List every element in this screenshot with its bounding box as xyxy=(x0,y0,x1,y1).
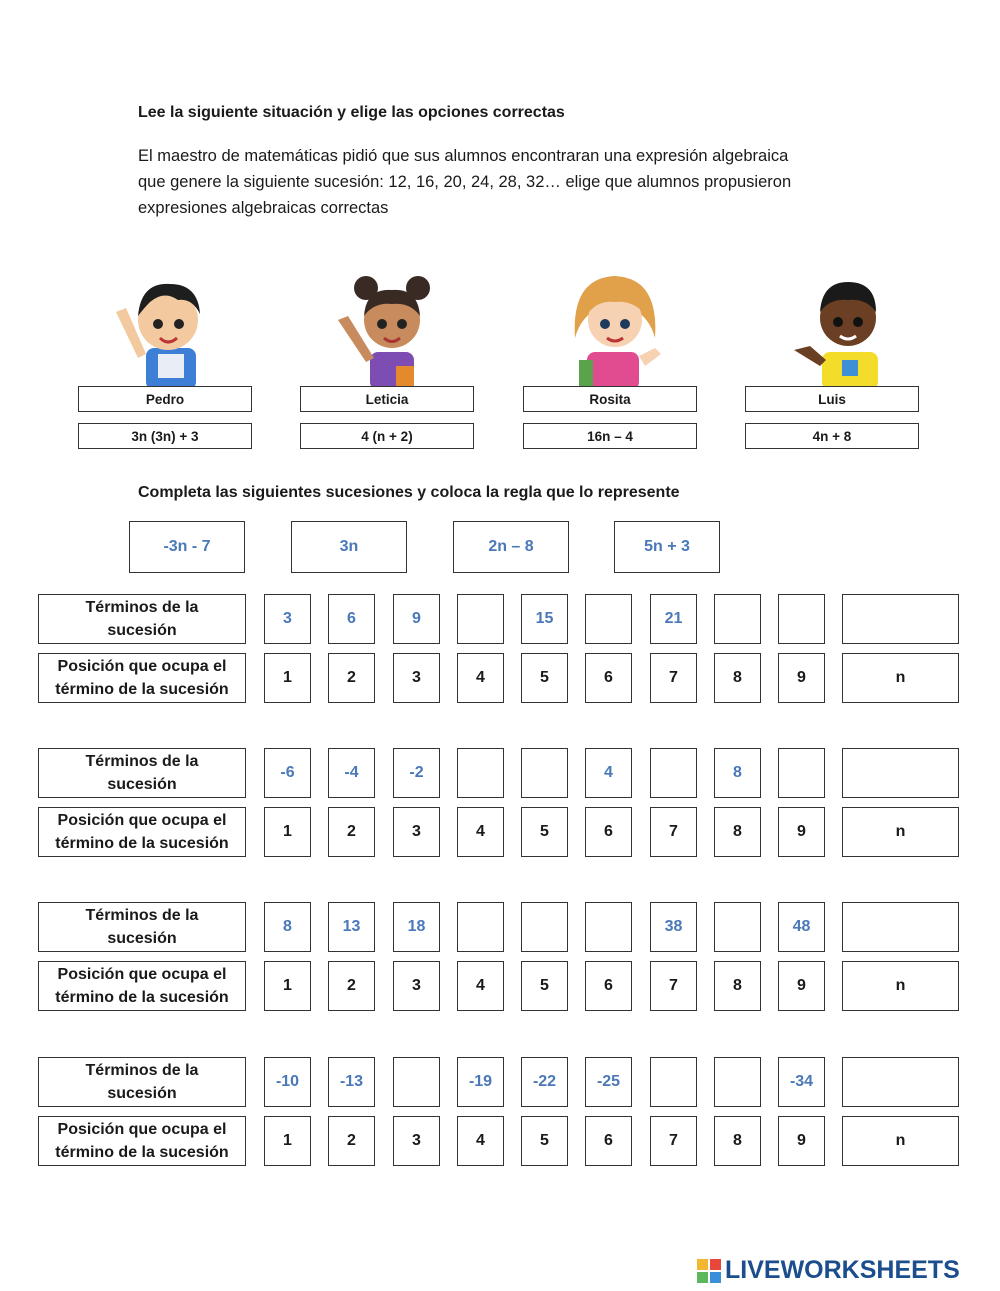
position-cell: 3 xyxy=(393,1116,440,1166)
position-cell: 9 xyxy=(778,653,825,703)
rule-option-4[interactable]: 5n + 3 xyxy=(614,521,720,573)
label-line: término de la sucesión xyxy=(55,989,229,1006)
term-input-cell[interactable] xyxy=(521,748,568,798)
terms-row-label xyxy=(38,902,246,952)
logo-text: LIVEWORKSHEETS xyxy=(725,1256,960,1284)
term-cell: 4 xyxy=(585,748,632,798)
label-line: sucesión xyxy=(107,1085,177,1102)
term-cell: -19 xyxy=(457,1057,504,1107)
expression-option-rosita[interactable]: 16n – 4 xyxy=(523,423,697,449)
term-input-cell[interactable] xyxy=(393,1057,440,1107)
student-name-rosita: Rosita xyxy=(523,386,697,412)
label-line: Posición que ocupa el xyxy=(57,1121,227,1138)
term-cell: 38 xyxy=(650,902,697,952)
label-line: Términos de la xyxy=(85,1062,199,1079)
student-name-pedro: Pedro xyxy=(78,386,252,412)
position-row-label xyxy=(38,1116,246,1166)
logo-square xyxy=(710,1272,721,1283)
logo-square xyxy=(697,1259,708,1270)
rule-option-1[interactable]: -3n - 7 xyxy=(129,521,245,573)
paragraph-line: expresiones algebraicas correctas xyxy=(138,199,389,217)
position-cell: 6 xyxy=(585,653,632,703)
problem-statement xyxy=(138,143,858,221)
term-cell: -25 xyxy=(585,1057,632,1107)
term-input-cell[interactable] xyxy=(650,748,697,798)
position-cell: 2 xyxy=(328,653,375,703)
label-line: sucesión xyxy=(107,930,177,947)
liveworksheets-logo xyxy=(697,1256,960,1285)
label-line: término de la sucesión xyxy=(55,681,229,698)
term-cell: 3 xyxy=(264,594,311,644)
position-cell: 3 xyxy=(393,653,440,703)
position-cell: 5 xyxy=(521,807,568,857)
term-cell: -4 xyxy=(328,748,375,798)
position-cell: 7 xyxy=(650,653,697,703)
position-cell: 5 xyxy=(521,1116,568,1166)
position-cell: 4 xyxy=(457,653,504,703)
term-cell: 13 xyxy=(328,902,375,952)
position-cell: n xyxy=(842,653,959,703)
section2-title: Completa las siguientes sucesiones y coloca la regla que lo represente xyxy=(138,484,680,501)
term-input-cell[interactable] xyxy=(457,748,504,798)
label-line: Términos de la xyxy=(85,753,199,770)
label-line: Términos de la xyxy=(85,907,199,924)
term-input-cell[interactable] xyxy=(842,1057,959,1107)
term-input-cell[interactable] xyxy=(457,902,504,952)
term-input-cell[interactable] xyxy=(714,594,761,644)
term-cell: -2 xyxy=(393,748,440,798)
position-row-label xyxy=(38,807,246,857)
position-cell: 4 xyxy=(457,961,504,1011)
term-cell: -6 xyxy=(264,748,311,798)
position-cell: 5 xyxy=(521,653,568,703)
term-input-cell[interactable] xyxy=(778,748,825,798)
term-input-cell[interactable] xyxy=(585,594,632,644)
term-input-cell[interactable] xyxy=(650,1057,697,1107)
term-input-cell[interactable] xyxy=(521,902,568,952)
term-input-cell[interactable] xyxy=(457,594,504,644)
position-cell: 1 xyxy=(264,807,311,857)
terms-row-label xyxy=(38,1057,246,1107)
student-pedro-illustration xyxy=(106,268,226,393)
position-cell: 8 xyxy=(714,807,761,857)
position-cell: 1 xyxy=(264,961,311,1011)
term-cell: -22 xyxy=(521,1057,568,1107)
expression-option-leticia[interactable]: 4 (n + 2) xyxy=(300,423,474,449)
position-cell: n xyxy=(842,961,959,1011)
term-input-cell[interactable] xyxy=(714,902,761,952)
term-input-cell[interactable] xyxy=(842,594,959,644)
term-cell: 8 xyxy=(264,902,311,952)
term-input-cell[interactable] xyxy=(778,594,825,644)
position-cell: 1 xyxy=(264,653,311,703)
logo-icon xyxy=(697,1259,721,1283)
term-cell: -34 xyxy=(778,1057,825,1107)
rule-option-2[interactable]: 3n xyxy=(291,521,407,573)
position-row-label xyxy=(38,653,246,703)
term-cell: 6 xyxy=(328,594,375,644)
position-cell: 1 xyxy=(264,1116,311,1166)
expression-option-pedro[interactable]: 3n (3n) + 3 xyxy=(78,423,252,449)
label-line: Posición que ocupa el xyxy=(57,812,227,829)
student-name-luis: Luis xyxy=(745,386,919,412)
position-cell: 9 xyxy=(778,807,825,857)
term-input-cell[interactable] xyxy=(842,902,959,952)
position-cell: n xyxy=(842,1116,959,1166)
position-cell: 2 xyxy=(328,1116,375,1166)
position-row-label xyxy=(38,961,246,1011)
terms-row-label xyxy=(38,748,246,798)
paragraph-line: que genere la siguiente sucesión: 12, 16, 20, 24, 28, 32… elige que alumnos propusieron xyxy=(138,173,792,191)
position-cell: 8 xyxy=(714,1116,761,1166)
label-line: sucesión xyxy=(107,622,177,639)
position-cell: 8 xyxy=(714,653,761,703)
rule-option-3[interactable]: 2n – 8 xyxy=(453,521,569,573)
position-cell: 6 xyxy=(585,1116,632,1166)
term-cell: -13 xyxy=(328,1057,375,1107)
term-cell: 18 xyxy=(393,902,440,952)
expression-option-luis[interactable]: 4n + 8 xyxy=(745,423,919,449)
logo-square xyxy=(697,1272,708,1283)
position-cell: 7 xyxy=(650,1116,697,1166)
logo-square xyxy=(710,1259,721,1270)
term-cell: 9 xyxy=(393,594,440,644)
position-cell: 2 xyxy=(328,807,375,857)
position-cell: 6 xyxy=(585,807,632,857)
position-cell: 7 xyxy=(650,961,697,1011)
paragraph-line: El maestro de matemáticas pidió que sus alumnos encontraran una expresión algebraica xyxy=(138,147,789,165)
position-cell: 4 xyxy=(457,1116,504,1166)
term-input-cell[interactable] xyxy=(714,1057,761,1107)
position-cell: 8 xyxy=(714,961,761,1011)
term-input-cell[interactable] xyxy=(842,748,959,798)
student-leticia-illustration xyxy=(330,268,450,393)
position-cell: 9 xyxy=(778,1116,825,1166)
term-cell: 15 xyxy=(521,594,568,644)
terms-row-label xyxy=(38,594,246,644)
term-cell: 48 xyxy=(778,902,825,952)
position-cell: n xyxy=(842,807,959,857)
label-line: Términos de la xyxy=(85,599,199,616)
student-rosita-illustration xyxy=(555,268,675,393)
label-line: sucesión xyxy=(107,776,177,793)
student-luis-illustration xyxy=(790,268,910,393)
label-line: término de la sucesión xyxy=(55,835,229,852)
position-cell: 2 xyxy=(328,961,375,1011)
position-cell: 7 xyxy=(650,807,697,857)
label-line: Posición que ocupa el xyxy=(57,966,227,983)
section1-title: Lee la siguiente situación y elige las opciones correctas xyxy=(138,104,565,121)
position-cell: 3 xyxy=(393,961,440,1011)
term-cell: 8 xyxy=(714,748,761,798)
position-cell: 4 xyxy=(457,807,504,857)
student-name-leticia: Leticia xyxy=(300,386,474,412)
term-input-cell[interactable] xyxy=(585,902,632,952)
label-line: Posición que ocupa el xyxy=(57,658,227,675)
label-line: término de la sucesión xyxy=(55,1144,229,1161)
position-cell: 5 xyxy=(521,961,568,1011)
term-cell: 21 xyxy=(650,594,697,644)
position-cell: 6 xyxy=(585,961,632,1011)
position-cell: 3 xyxy=(393,807,440,857)
term-cell: -10 xyxy=(264,1057,311,1107)
position-cell: 9 xyxy=(778,961,825,1011)
